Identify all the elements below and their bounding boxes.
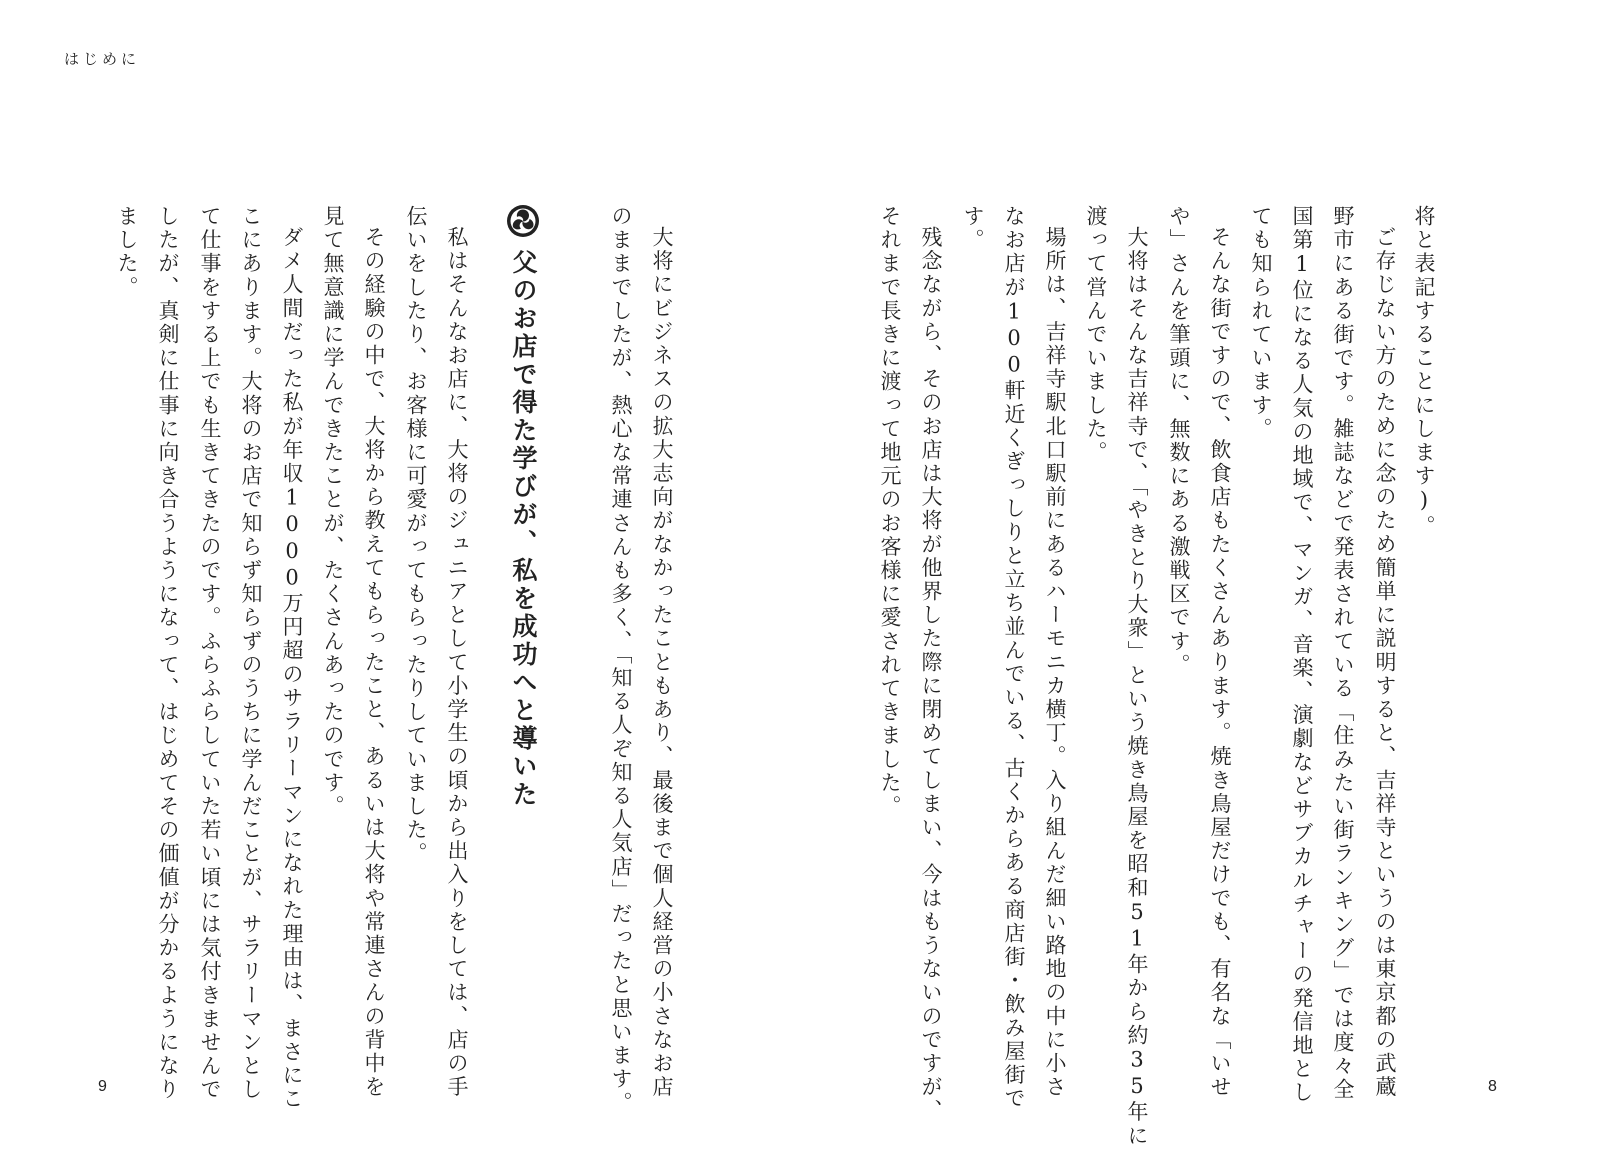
- text-column: したが、真剣に仕事に向き合うようになって、はじめてその価値が分かるようになり: [156, 205, 180, 1102]
- text-column: 大将はそんな吉祥寺で、「やきとり大衆」という焼き鳥屋を昭和51年から約35年に: [1125, 226, 1149, 1148]
- text-column: こにあります。大将のお店で知らず知らずのうちに学んだことが、サラリーマンとし: [239, 205, 263, 1102]
- text-column: 伝いをしたり、お客様に可愛がってもらったりしていました。: [404, 205, 428, 866]
- text-column: その経験の中で、大将から教えてもらったこと、あるいは大将や常連さんの背中を: [362, 226, 386, 1100]
- text-column: のままでしたが、熱心な常連さんも多く、「知る人ぞ知る人気店」だったと思います。: [609, 205, 633, 1115]
- text-column: 私はそんなお店に、大将のジュニアとして小学生の頃から出入りをしては、店の手: [445, 226, 469, 1100]
- text-column: なお店が100軒近くぎっしりと立ち並んでいる、古くからある商店街・飲み屋街で: [1002, 205, 1026, 1111]
- section-heading-text: 父のお店で得た学びが、私を成功へと導いた: [509, 249, 538, 809]
- text-column: 見て無意識に学んできたことが、たくさんあったのです。: [321, 205, 345, 819]
- text-column: 国第1位になる人気の地域で、マンガ、音楽、演劇などサブカルチャーの発信地とし: [1290, 205, 1314, 1105]
- text-column: ても知られています。: [1249, 205, 1273, 441]
- text-column: 残念ながら、そのお店は大将が他界した際に閉めてしまい、今はもうないのですが、: [919, 226, 943, 1123]
- page-number-right: 8: [1488, 1078, 1497, 1095]
- text-column: や」さんを筆頭に、無数にある激戦区です。: [1167, 205, 1191, 677]
- text-column: ました。: [115, 205, 139, 300]
- text-column: 野市にある街です。雑誌などで発表されている「住みたい街ランキング」では度々全: [1331, 205, 1355, 1102]
- text-column: 場所は、吉祥寺駅北口駅前にあるハーモニカ横丁。入り組んだ細い路地の中に小さ: [1043, 226, 1067, 1100]
- text-column: ご存じない方のために念のため簡単に説明すると、吉祥寺というのは東京都の武蔵: [1373, 226, 1397, 1100]
- text-column: す。: [961, 205, 985, 253]
- page-number-left: 9: [98, 1078, 107, 1095]
- text-column: それまで長きに渡って地元のお客様に愛されてきました。: [878, 205, 902, 819]
- text-column: て仕事をする上でも生きてきたのです。ふらふらしていた若い頃には気付きませんで: [198, 205, 222, 1102]
- text-column: そんな街ですので、飲食店もたくさんあります。焼き鳥屋だけでも、有名な「いせ: [1208, 226, 1232, 1100]
- mitsudomoe-icon: [507, 205, 539, 237]
- text-column: 大将にビジネスの拡大志向がなかったこともあり、最後まで個人経営の小さなお店: [650, 226, 674, 1100]
- text-column: ダメ人間だった私が年収1000万円超のサラリーマンになれた理由は、まさにこ: [280, 226, 304, 1112]
- text-column: 将と表記することにします)。: [1412, 205, 1436, 539]
- running-head: はじめに: [64, 50, 141, 68]
- section-heading: [500, 205, 546, 825]
- text-column: 渡って営んでいました。: [1084, 205, 1108, 465]
